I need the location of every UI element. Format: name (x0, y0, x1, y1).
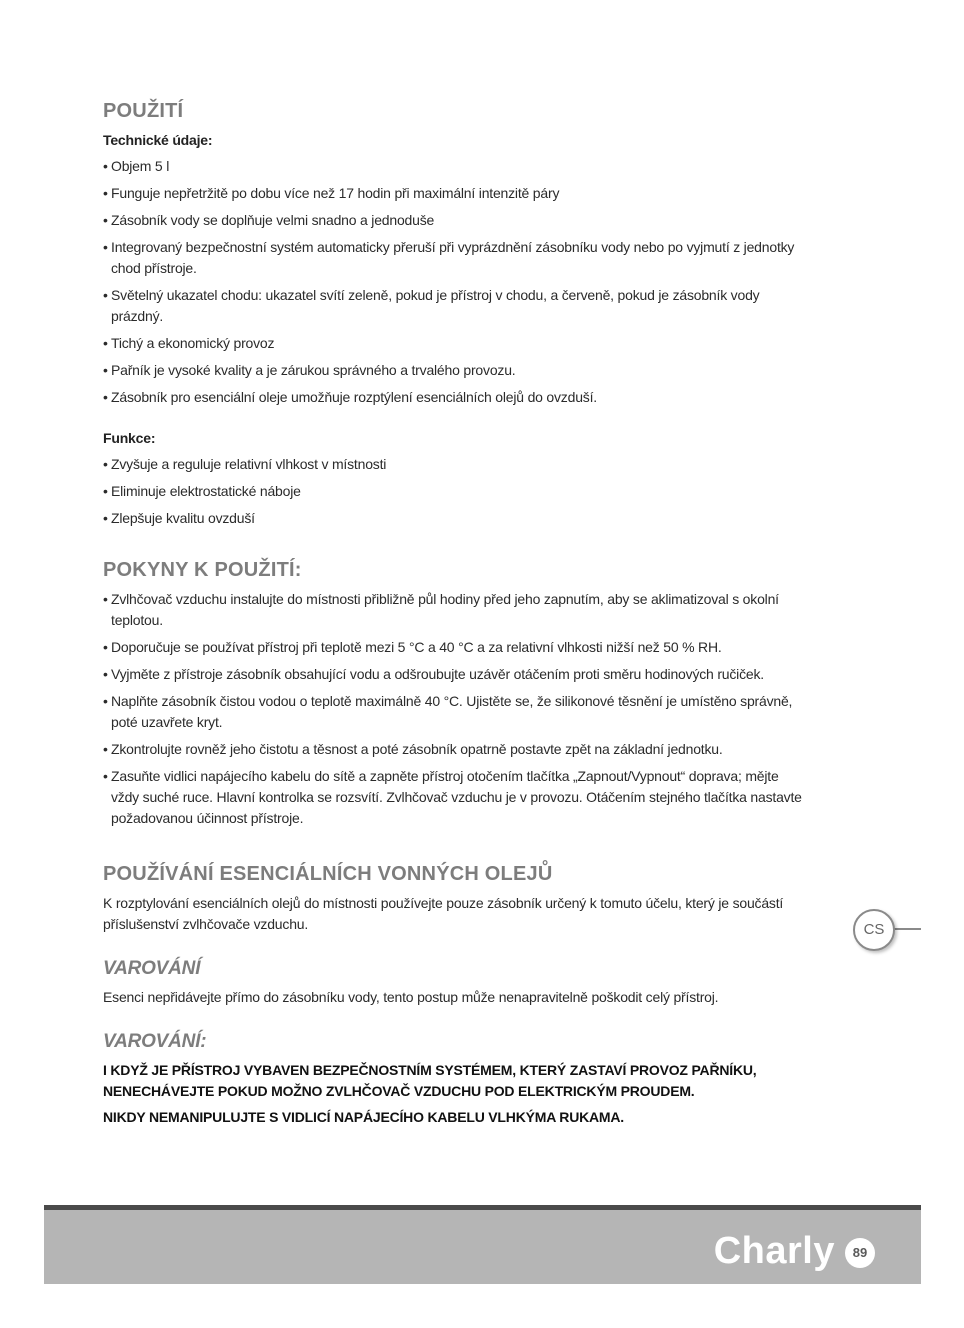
list-item: • Zásobník pro esenciální oleje umožňuje rozptýlení esenciálních olejů do ovzduší. (103, 387, 803, 408)
functions-list (103, 454, 803, 529)
list-item: • Tichý a ekonomický provoz (103, 333, 803, 354)
list-item: • Zvyšuje a reguluje relativní vlhkost v místnosti (103, 454, 803, 475)
functions-heading: Funkce: (103, 430, 156, 446)
tech-specs-list (103, 156, 803, 408)
list-item: • Objem 5 l (103, 156, 803, 177)
list-item: • Pařník je vysoké kvality a je zárukou správného a trvalého provozu. (103, 360, 803, 381)
section-title-oils: POUŽÍVÁNÍ ESENCIÁLNÍCH VONNÝCH OLEJŮ (103, 863, 553, 885)
instructions-list (103, 589, 803, 829)
page-content (103, 98, 803, 1133)
list-item: • Světelný ukazatel chodu: ukazatel svítí zeleně, pokud je přístroj v chodu, a červeně, pokud je zásobník vody prázdný. (103, 285, 803, 327)
warning-paragraph: Esenci nepřidávejte přímo do zásobníku vody, tento postup může nenapravitelně poškodit celý přístroj. (103, 989, 719, 1005)
oils-paragraph: K rozptylování esenciálních olejů do místnosti používejte pouze zásobník určený k tomuto účelu, který je součástí příslušenství zvlhčovače vzduchu. (103, 895, 784, 932)
warning-caps-line: NIKDY NEMANIPULUJTE S VIDLICÍ NAPÁJECÍHO KABELU VLHKÝMA RUKAMA. (103, 1109, 624, 1125)
list-item: • Doporučuje se používat přístroj při teplotě mezi 5 °C a 40 °C a za relativní vlhkosti nižší než 50 % RH. (103, 637, 803, 658)
list-item: • Funguje nepřetržitě po dobu více než 17 hodin při maximální intenzitě páry (103, 183, 803, 204)
list-item: • Zkontrolujte rovněž jeho čistotu a těsnost a poté zásobník opatrně postavte zpět na základní jednotku. (103, 739, 803, 760)
footer-bar (44, 1205, 921, 1284)
list-item: • Eliminuje elektrostatické náboje (103, 481, 803, 502)
list-item: • Integrovaný bezpečnostní systém automaticky přeruší při vyprázdnění zásobníku vody nebo po vyjmutí z jednotky chod přístroje. (103, 237, 803, 279)
tech-specs-heading: Technické údaje: (103, 132, 213, 148)
section-title-usage: POUŽITÍ (103, 100, 184, 122)
list-item: • Zvlhčovač vzduchu instalujte do místnosti přibližně půl hodiny před jeho zapnutím, aby se aklimatizoval s okolní teplotou. (103, 589, 803, 631)
list-item: • Vyjměte z přístroje zásobník obsahující vodu a odšroubujte uzávěr otáčením proti směru hodinových ručiček. (103, 664, 803, 685)
warning-title: VAROVÁNÍ (103, 958, 201, 979)
section-title-instructions: POKYNY K POUŽITÍ: (103, 559, 302, 581)
list-item: • Zasuňte vidlici napájecího kabelu do sítě a zapněte přístroj otočením tlačítka „Zapnout/Vypnout“ doprava; mějte vždy suché ruce. Hlavní kontrolka se rozsvítí. Zvlhčovač vzduchu je v provozu. Otáčením stejného tlačítka nastavte požadovanou účinnost přístroje. (103, 766, 803, 829)
page-number: 89 (845, 1238, 875, 1268)
list-item: • Zásobník vody se doplňuje velmi snadno a jednoduše (103, 210, 803, 231)
list-item: • Naplňte zásobník čistou vodou o teplotě maximálně 40 °C. Ujistěte se, že silikonové těsnění je umístěno správně, poté uzavřete kryt. (103, 691, 803, 733)
warning-caps-line: I KDYŽ JE PŘÍSTROJ VYBAVEN BEZPEČNOSTNÍM SYSTÉMEM, KTERÝ ZASTAVÍ PROVOZ PAŘNÍKU, NENECHÁVEJTE POKUD MOŽNO ZVLHČOVAČ VZDUCHU POD ELEKTRICKÝM PROUDEM. (103, 1062, 757, 1099)
language-tab-connector (893, 928, 921, 930)
brand-logo: Charly (713, 1230, 835, 1272)
language-tab: CS (853, 909, 895, 951)
warning-title-caps: VAROVÁNÍ: (103, 1031, 207, 1052)
list-item: • Zlepšuje kvalitu ovzduší (103, 508, 803, 529)
